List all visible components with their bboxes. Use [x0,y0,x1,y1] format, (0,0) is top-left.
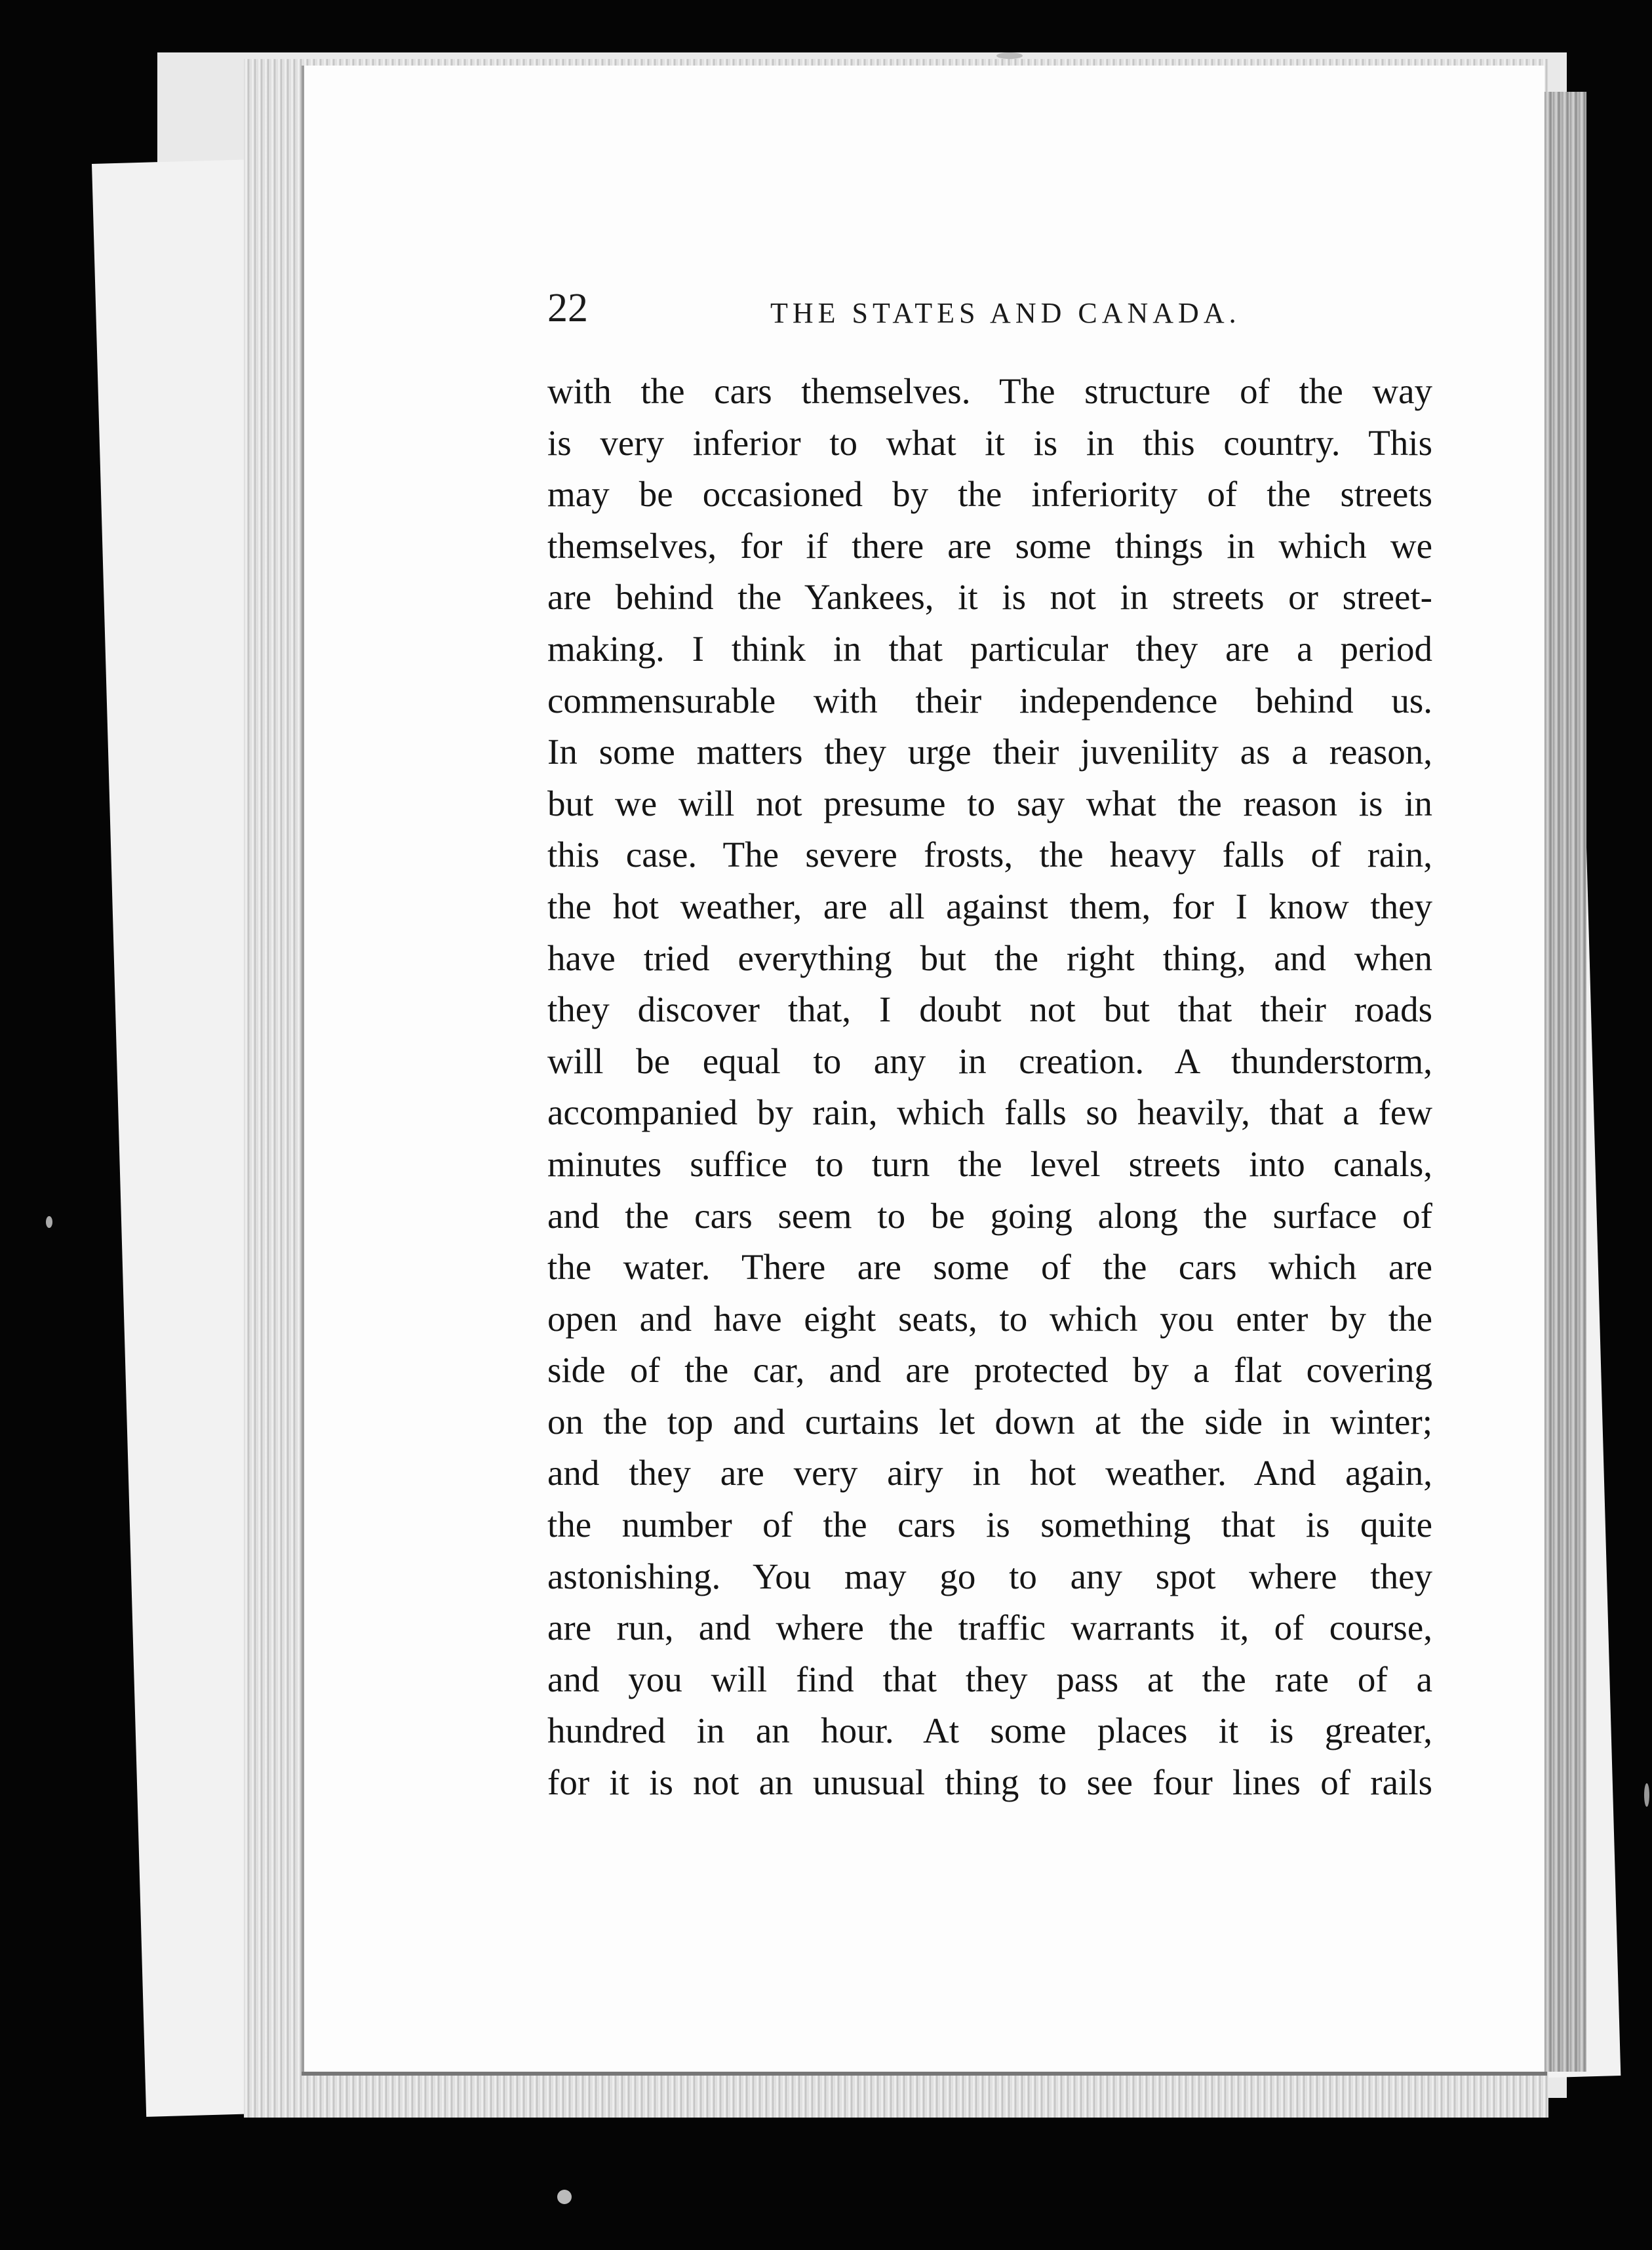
text-line: hundred in an hour. At some places it is greater, [547,1710,1432,1751]
text-line: this case. The severe frosts, the heavy falls of rain, [547,835,1432,875]
text-line: and you will find that they pass at the rate of a [547,1659,1432,1699]
text-line: on the top and curtains let down at the side in winter; [547,1401,1432,1442]
dust-speck [557,2190,572,2204]
text-line: the number of the cars is something that is quite [547,1505,1432,1545]
text-line: will be equal to any in creation. A thunderstorm, [547,1040,1432,1081]
text-line: is very inferior to what it is in this country. This [547,422,1432,463]
text-line: side of the car, and are protected by a flat covering [547,1350,1432,1391]
text-line: In some matters they urge their juvenility as a reason, [547,732,1432,772]
text-line: are run, and where the traffic warrants it, of course, [547,1608,1432,1648]
text-line: and they are very airy in hot weather. And again, [547,1453,1432,1493]
text-line: making. I think in that particular they are a period [547,628,1432,669]
text-line: and the cars seem to be going along the surface of [547,1195,1432,1236]
text-line: commensurable with their independence behind us. [547,680,1432,720]
text-line: may be occasioned by the inferiority of the streets [547,474,1432,515]
page-number: 22 [547,286,588,330]
text-line: themselves, for if there are some things in which we [547,525,1432,566]
text-line: have tried everything but the right thing, and when [547,938,1432,978]
text-line: accompanied by rain, which falls so heavily, that a few [547,1092,1432,1133]
page-bottom-edge [302,2072,1547,2076]
body-text [547,366,1432,1809]
text-line: astonishing. You may go to any spot where they [547,1556,1432,1596]
page-header [547,282,1439,334]
running-head: THE STATES AND CANADA. [770,297,1241,329]
text-line: but we will not presume to say what the reason is in [547,783,1432,823]
dust-speck [46,1216,52,1228]
text-line: for it is not an unusual thing to see four lines of rails [547,1762,1432,1803]
text-line: are behind the Yankees, it is not in streets or street- [547,577,1432,618]
text-line: with the cars themselves. The structure of the way [547,371,1432,411]
text-line: the hot weather, are all against them, for I know they [547,886,1432,926]
dust-speck [996,52,1023,59]
text-line: minutes suffice to turn the level streets into canals, [547,1143,1432,1184]
text-line: they discover that, I doubt not but that their roads [547,989,1432,1030]
text-line: open and have eight seats, to which you enter by the [547,1298,1432,1339]
text-line: the water. There are some of the cars which are [547,1247,1432,1288]
dust-speck [1644,1783,1649,1807]
